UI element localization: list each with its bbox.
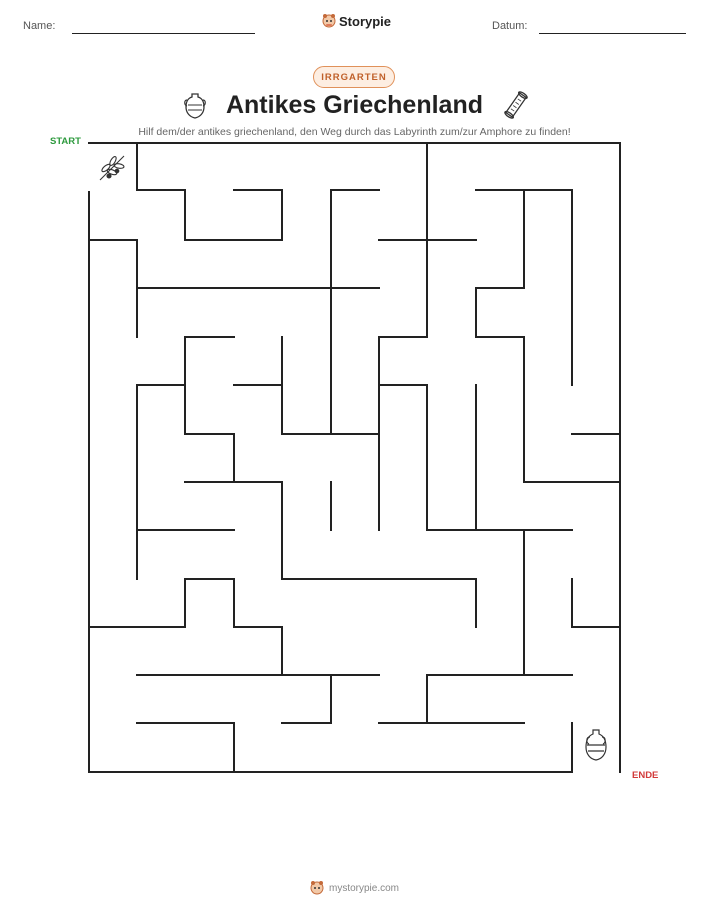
amphora-icon	[586, 730, 606, 760]
maze-badge: IRRGARTEN	[313, 66, 395, 88]
storypie-footer-icon	[310, 880, 324, 896]
olive-branch-icon	[100, 156, 124, 180]
footer	[0, 880, 709, 896]
footer-url[interactable]: mystorypie.com	[328, 882, 399, 894]
start-label: START	[50, 136, 81, 147]
end-label: ENDE	[632, 770, 659, 781]
name-label: Name:	[23, 20, 56, 32]
brand-name: Storypie	[339, 13, 392, 29]
maze-walls	[89, 143, 620, 772]
page-title: Antikes Griechenland	[225, 91, 484, 119]
instructions: Hilf dem/der antikes griechenland, den Weg durch das Labyrinth zum/zur Amphore zu finden!	[138, 126, 571, 138]
date-label: Datum:	[492, 20, 528, 32]
